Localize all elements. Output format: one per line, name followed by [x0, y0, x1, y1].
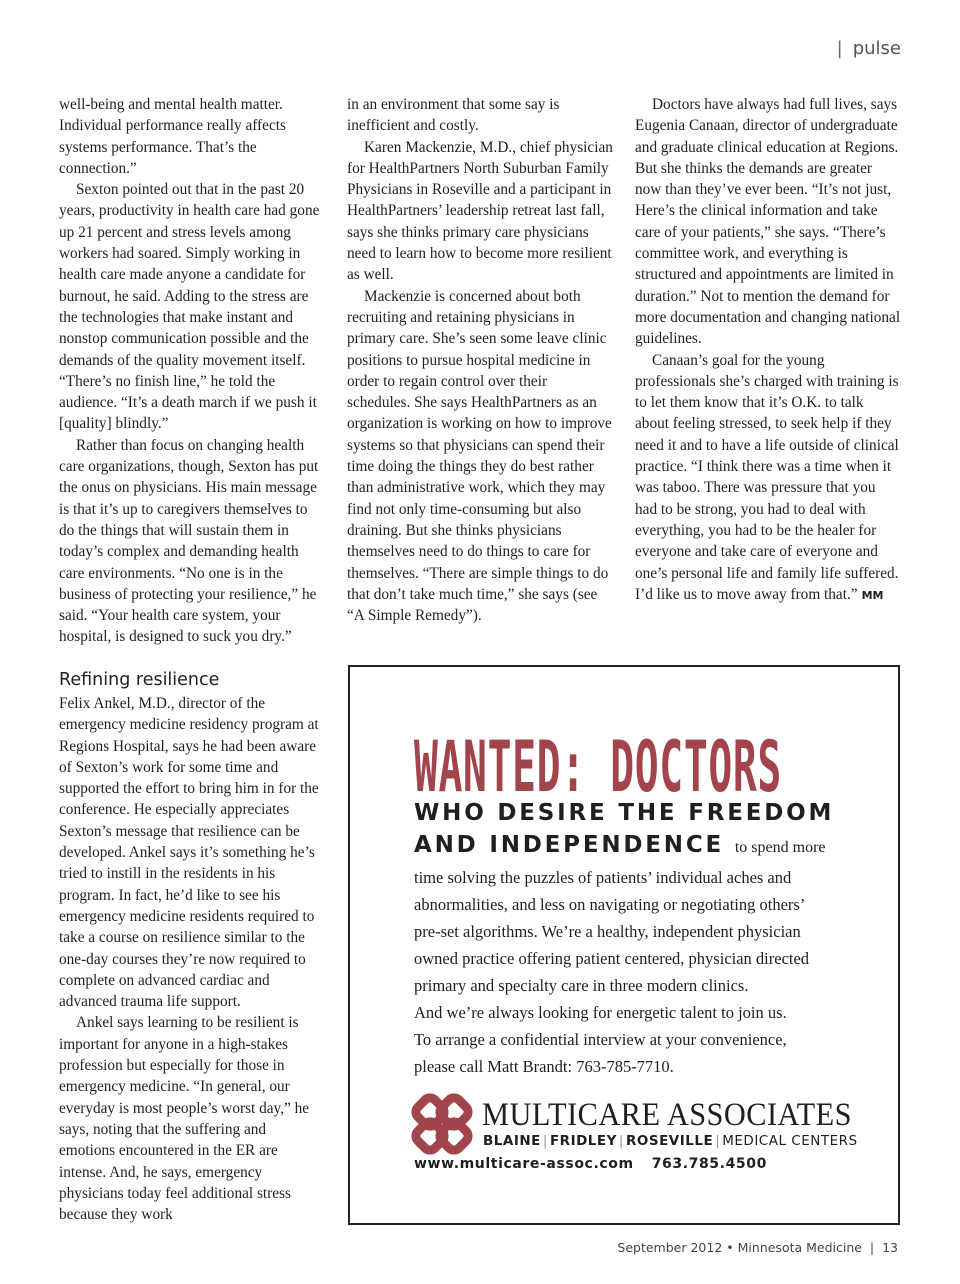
ad-body-line: pre-set algorithms. We’re a healthy, independent physician — [414, 922, 801, 941]
ad-headline: WANTED: DOCTORS — [414, 725, 782, 809]
page-footer: September 2012 • Minnesota Medicine | 13 — [617, 1240, 898, 1255]
ad-caps-tail: to spend more — [734, 839, 826, 856]
advertisement — [348, 665, 900, 1225]
ad-body-line: time solving the puzzles of patients’ individual aches and — [414, 868, 792, 887]
column-2 — [347, 94, 613, 626]
paragraph: Sexton pointed out that in the past 20 years, productivity in health care had gone up 21 percent and stress levels among workers had soared. Simply working in health care made anyone a candidate for burnout, he said. Adding to the stress are the technologies that make instant and nonstop communication possible and the demands of the quality movement itself. “There’s no finish line,” he told the audience. “It’s a death march if we push it [quality] blindly.” — [59, 181, 320, 433]
ad-phone: 763.785.4500 — [651, 1156, 767, 1172]
publication-name: Minnesota Medicine — [737, 1240, 862, 1255]
column-1 — [59, 94, 325, 648]
section-tag — [837, 38, 901, 59]
paragraph: Rather than focus on changing health care organizations, though, Sexton has put the onus on physicians. His main message is that it’s up to caregivers themselves to do the things that will sustain them in today’s complex and demanding health care environments. “No one is in the business of protecting your resilience,” he said. “Your health care system, your hospital, is designed to suck you dry.” — [59, 436, 319, 646]
section-divider: | — [836, 38, 843, 59]
paragraph: Ankel says learning to be resilient is important for anyone in a high-stakes profession but especially for those in emergency medicine. “In general, our everyday is most people’s worst day,” he says, noting that the suffering and emotions encountered in the ER are intense. And, he says, emergency physicians today feel additional stress because they work — [59, 1014, 310, 1224]
ad-company-name: MULTICARE ASSOCIATES — [482, 1097, 852, 1133]
author-initials: MM — [861, 588, 884, 602]
subheading: Refining resilience — [59, 670, 220, 690]
footer-bullet: • — [726, 1240, 734, 1255]
ad-city-tail: MEDICAL CENTERS — [722, 1133, 858, 1149]
column-1-lower — [59, 669, 325, 1225]
ad-clinic-locations: BLAINE | FRIDLEY | ROSEVILLE | MEDICAL CENTERS — [483, 1133, 858, 1149]
ad-body-line: And we’re always looking for energetic talent to join us. — [414, 1003, 787, 1022]
ad-website: www.multicare-assoc.com — [414, 1156, 634, 1172]
section-name: pulse — [852, 38, 901, 59]
paragraph: in an environment that some say is inefficient and costly. — [347, 96, 560, 135]
paragraph: Felix Ankel, M.D., director of the emergency medicine residency program at Regions Hospital, says he had been aware of Sexton’s work for some time and supported the effort to bring him in for the conference. He especially appreciates Sexton’s message that resilience can be developed. Ankel says it’s something he’s tried to instill in the residents in his program. In fact, he’d like to see his emergency medicine residents required to take a course on resilience similar to the one-day courses they’re now required to complete on advanced cardiac and advanced trauma life support. — [59, 695, 319, 1011]
ad-city: BLAINE — [483, 1133, 541, 1149]
multicare-logo-icon — [410, 1092, 474, 1156]
paragraph: Mackenzie is concerned about both recruiting and retaining physicians in primary care. She’s seen some leave clinic positions to pursue hospital medicine in order to regain control over their schedules. She says HealthPartners as an organization is working on how to improve systems so that physicians can spend their time doing the things they do best rather than administrative work, which they may find not only time-consuming but also draining. But she thinks physicians themselves need to do things to care for themselves. “There are simple things to do that don’t take much time,” she says (see “A Simple Remedy”). — [347, 287, 612, 625]
ad-contact — [414, 1156, 767, 1172]
ad-body-line: primary and specialty care in three modern clinics. — [414, 976, 749, 995]
ad-body-line: owned practice offering patient centered, physician directed — [414, 949, 810, 968]
page-number: 13 — [882, 1240, 898, 1255]
paragraph: well-being and mental health matter. Individual performance really affects systems performance. That’s the connection.” — [59, 96, 286, 177]
issue-date: September 2012 — [617, 1240, 723, 1255]
ad-caps-line-1: WHO DESIRE THE FREEDOM — [414, 800, 835, 826]
ad-body-line: abnormalities, and less on navigating or negotiating others’ — [414, 895, 806, 914]
ad-city: ROSEVILLE — [625, 1133, 714, 1149]
ad-body-line: To arrange a confidential interview at your convenience, — [414, 1030, 787, 1049]
ad-city: FRIDLEY — [549, 1133, 617, 1149]
paragraph-text: Canaan’s goal for the young professionals she’s charged with training is to let them know that it’s O.K. to talk about feeling stressed, to seek help if they need it and to have a life outside of clinical practice. “I think there was a time when it was taboo. There was pressure that you had to be strong, you had to deal with everything, you had to be the healer for everyone and take care of everyone and one’s personal life and family life suffered. I’d like us to move away from that.” — [635, 351, 899, 603]
ad-caps-text: AND INDEPENDENCE — [414, 832, 725, 858]
column-3 — [635, 94, 901, 606]
paragraph: Doctors have always had full lives, says Eugenia Canaan, director of undergraduate and graduate clinical education at Regions. But she thinks the demands are greater now than they’ve ever been. “It’s not just, Here’s the clinical information and take care of your patients,” she says. “There’s committee work, and everything is structured and appointments are limited in duration.” Not to mention the demand for more documentation and changing national guidelines. — [635, 96, 901, 348]
paragraph: Karen Mackenzie, M.D., chief physician for HealthPartners North Suburban Family Physicians in Roseville and a participant in HealthPartners’ leadership retreat last fall, says she thinks primary care physicians need to learn how to become more resilient as well. — [347, 138, 613, 284]
ad-body-line: please call Matt Brandt: 763-785-7710. — [414, 1057, 674, 1076]
paragraph — [635, 350, 901, 607]
ad-body — [414, 864, 884, 1080]
ad-caps-line-2 — [414, 832, 826, 858]
